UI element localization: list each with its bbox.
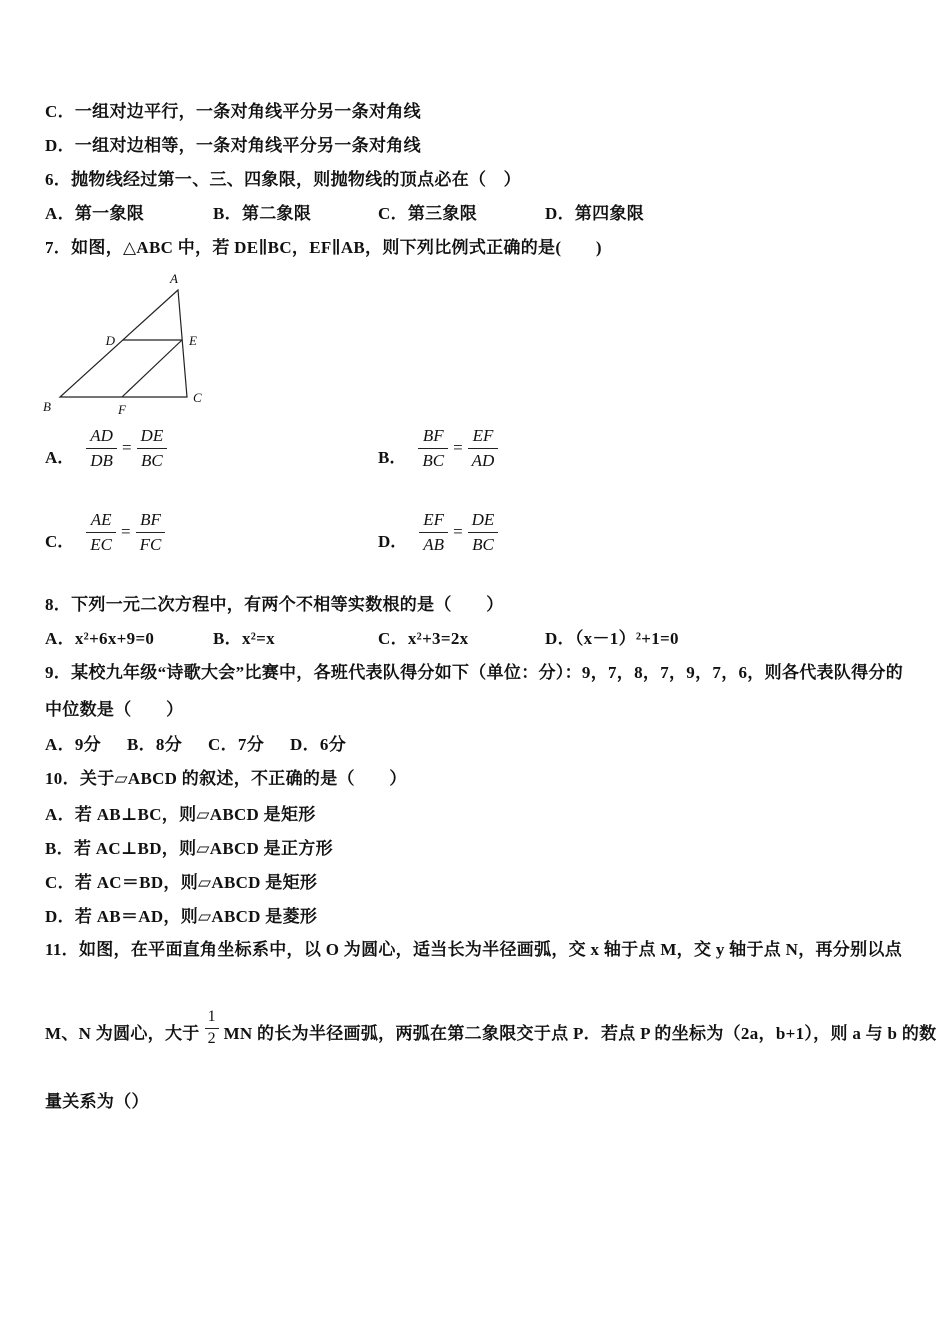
frac-numerator: EF [468, 426, 499, 449]
equals-sign: = [453, 438, 463, 458]
q6-option-d: D．第四象限 [545, 204, 645, 223]
frac-numerator: EF [419, 510, 448, 533]
q7-option-a-frac2 [137, 426, 168, 470]
segment-ef [122, 340, 182, 397]
figure-label-e: E [189, 333, 197, 348]
figure-label-c: C [193, 390, 202, 405]
q11-line2-pre: M、N 为圆心，大于 [45, 1023, 200, 1043]
q9-option-d: D．6分 [290, 735, 346, 754]
figure-label-b: B [43, 399, 51, 414]
q8-options-row [45, 628, 925, 650]
q8-stem: 8．下列一元二次方程中，有两个不相等实数根的是（ ） [45, 595, 504, 614]
q7-option-b-frac1 [418, 426, 448, 470]
q11-stem-line1: 11．如图，在平面直角坐标系中，以 O 为圆心，适当长为半径画弧，交 x 轴于点 M，交 y 轴于点 N，再分别以点 [45, 940, 903, 959]
q8-option-d: D．（x－1）²+1=0 [545, 629, 679, 648]
q7-option-d-frac2 [468, 510, 499, 554]
figure-label-d: D [105, 333, 115, 348]
frac-numerator: AE [86, 510, 116, 533]
q10-stem: 10．关于▱ABCD 的叙述，不正确的是（ ） [45, 769, 407, 788]
frac-denominator: BC [141, 450, 163, 470]
q9-option-a: A．9分 [45, 735, 101, 754]
frac-numerator: DE [137, 426, 168, 449]
q11-stem-line3: 量关系为（） [45, 1092, 149, 1111]
q7-option-c-label: C． [45, 532, 75, 552]
frac-denominator: 2 [207, 1029, 216, 1047]
prev-option-c: C．一组对边平行，一条对角线平分另一条对角线 [45, 102, 421, 121]
q11-half-fraction [205, 1008, 219, 1048]
frac-denominator: AB [423, 534, 445, 554]
q7-stem: 7．如图，△ABC 中，若 DE∥BC，EF∥AB，则下列比例式正确的是( ) [45, 238, 602, 257]
q7-option-d-frac1 [419, 510, 448, 554]
q9-option-b: B．8分 [126, 735, 183, 754]
frac-numerator: BF [136, 510, 166, 533]
q8-option-b: B．x²=x [213, 629, 275, 648]
q7-option-d-label: D． [378, 532, 408, 552]
triangle-abc [60, 290, 187, 397]
triangle-abc-svg [38, 270, 263, 425]
frac-numerator: DE [468, 510, 499, 533]
q10-option-c: C．若 AC＝BD，则▱ABCD 是矩形 [45, 873, 318, 892]
q11-stem-line2 [45, 1005, 936, 1057]
q6-stem: 6．抛物线经过第一、三、四象限，则抛物线的顶点必在（ ） [45, 170, 521, 189]
q9-option-c: C．7分 [208, 735, 265, 754]
frac-denominator: AD [471, 450, 495, 470]
frac-numerator: BF [418, 426, 448, 449]
q7-option-b-frac2 [468, 426, 499, 470]
frac-denominator: DB [90, 450, 113, 470]
frac-denominator: BC [472, 534, 494, 554]
q7-option-c-frac1 [86, 510, 116, 554]
q11-line2-post: MN 的长为半径画弧，两弧在第二象限交于点 P．若点 P 的坐标为（2a，b+1），则 a 与 b 的数 [223, 1023, 937, 1043]
equals-sign: = [121, 522, 131, 542]
equals-sign: = [121, 438, 132, 458]
q10-option-a: A．若 AB⊥BC，则▱ABCD 是矩形 [45, 805, 316, 824]
figure-label-f: F [118, 402, 126, 417]
q7-option-b-label: B． [378, 448, 407, 468]
q7-option-b [378, 426, 498, 470]
q7-option-c [45, 510, 165, 554]
frac-denominator: BC [422, 450, 445, 470]
q6-option-c: C．第三象限 [378, 204, 478, 223]
figure-label-a: A [170, 271, 178, 286]
frac-denominator: FC [139, 534, 162, 554]
frac-numerator: 1 [205, 1008, 219, 1028]
q9-options-row [45, 734, 346, 756]
q7-option-a-label: A． [45, 448, 75, 468]
q6-options-row [45, 203, 925, 225]
q7-option-c-frac2 [136, 510, 166, 554]
prev-option-d: D．一组对边相等，一条对角线平分另一条对角线 [45, 136, 421, 155]
equals-sign: = [453, 522, 463, 542]
q7-triangle-figure [38, 270, 263, 430]
q10-option-d: D．若 AB＝AD，则▱ABCD 是菱形 [45, 907, 318, 926]
q8-option-c: C．x²+3=2x [378, 629, 469, 648]
q9-stem-line2: 中位数是（ ） [45, 700, 184, 719]
q7-option-a [45, 426, 167, 470]
q8-option-a: A．x²+6x+9=0 [45, 629, 155, 648]
frac-numerator: AD [86, 426, 117, 449]
q9-stem-line1: 9．某校九年级“诗歌大会”比赛中，各班代表队得分如下（单位：分）：9，7，8，7，9，7，6，则各代表队得分的 [45, 663, 903, 682]
q6-option-b: B．第二象限 [213, 204, 312, 223]
q10-option-b: B．若 AC⊥BD，则▱ABCD 是正方形 [45, 839, 333, 858]
frac-denominator: EC [90, 534, 113, 554]
q7-option-d [378, 510, 498, 554]
q7-option-a-frac1 [86, 426, 117, 470]
q6-option-a: A．第一象限 [45, 204, 145, 223]
